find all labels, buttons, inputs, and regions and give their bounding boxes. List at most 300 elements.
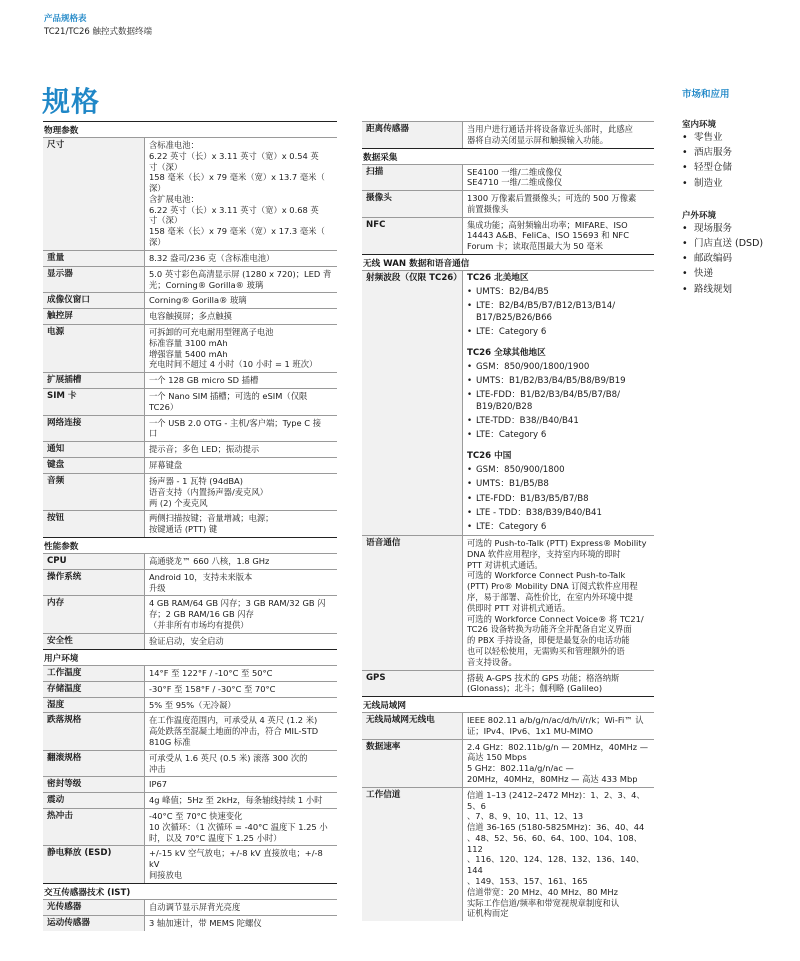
spec-value-line: 充电时间不超过 4 小时（10 小时 = 1 班次） [149, 359, 318, 370]
spec-label: 成像仪窗口 [43, 293, 145, 308]
spec-value [145, 373, 337, 388]
markets-sidebar [682, 86, 794, 297]
bullet-icon: • [682, 237, 688, 249]
sidebar-item-label: 快递 [694, 268, 714, 280]
spec-value-line: 、116、120、124、128、132、136、140、144 [467, 854, 645, 876]
spec-value [463, 788, 654, 921]
spec-row [362, 121, 654, 148]
band-list-item [467, 416, 651, 427]
spec-label: 按钮 [43, 511, 145, 537]
spec-row [43, 915, 337, 931]
band-list-text [476, 287, 549, 298]
spec-value-line: (PTT) Pro® Mobility DNA 订阅式软件应用程 [467, 581, 638, 592]
spec-value-line: +/-15 kV 空气放电；+/-8 kV 直接放电；+/-8 kV [149, 848, 323, 870]
spec-row [362, 535, 654, 669]
page-title: 规格 [42, 85, 101, 118]
spec-label: 震动 [43, 793, 145, 808]
spec-label: 重量 [43, 251, 145, 266]
spec-label: 存储温度 [43, 682, 145, 697]
sidebar-item-label: 现场服务 [694, 222, 733, 234]
spec-value-line: 含扩展电池： [149, 193, 199, 204]
band-region-title: TC26 全球其他地区 [467, 347, 546, 358]
section-heading: 性能参数 [43, 537, 337, 553]
spec-value [145, 793, 337, 808]
band-list-text [476, 376, 626, 387]
spec-value-line: 158 毫米（长）x 79 毫米（宽）x 17.3 毫米（ [149, 226, 325, 237]
band-list-item [467, 508, 651, 519]
spec-label: 无线局域网无线电 [362, 713, 463, 739]
band-list-text [476, 465, 565, 476]
band-list-line: LTE：Category 6 [476, 429, 547, 440]
spec-value [145, 682, 337, 697]
band-list-line: LTE-TDD：B38//B40/B41 [476, 415, 579, 426]
spec-value-line: 20MHz，40MHz，80MHz — 高达 433 Mbp [467, 773, 638, 784]
spec-row [43, 569, 337, 596]
spec-row [43, 250, 337, 266]
spec-value [145, 442, 337, 457]
band-list-line: LTE - TDD：B38/B39/B40/B41 [476, 507, 602, 518]
spec-value-line: 8.32 盎司/236 克（含标准电池） [149, 252, 275, 263]
spec-value-line: 14443 A&B、FeliCa、ISO 15693 和 NFC [467, 230, 629, 241]
spec-label: 静电释放 (ESD) [43, 846, 145, 882]
spec-row [43, 750, 337, 777]
spec-value-line: 标准容量 3100 mAh [149, 337, 228, 348]
spec-value-line: 深） [149, 183, 166, 194]
spec-label: 操作系统 [43, 570, 145, 596]
spec-value-line: 5% 至 95%（无冷凝） [149, 699, 236, 710]
bullet-icon: • [682, 132, 688, 143]
header-category: 产品规格表 [44, 14, 87, 24]
sidebar-item-label: 邮政编码 [694, 253, 733, 265]
spec-row [43, 665, 337, 681]
spec-row [43, 776, 337, 792]
sidebar-item [682, 251, 794, 266]
spec-value-line: 两侧扫描按键；音量增减；电源； [149, 513, 274, 524]
spec-value-line: 1300 万像素后置摄像头；可选的 500 万像素 [467, 193, 637, 204]
spec-value [145, 325, 337, 372]
band-list-line: LTE：Category 6 [476, 521, 547, 532]
spec-row [362, 270, 654, 535]
spec-value [463, 218, 654, 254]
sidebar-item-label: 制造业 [694, 177, 723, 189]
spec-value-line: Android 10，支持未来版本 [149, 571, 253, 582]
spec-value-line: 2.4 GHz：802.11b/g/n — 20MHz，40MHz — [467, 741, 648, 752]
spec-value-line: 实际工作信道/频率和带宽视规章制度和认 [467, 897, 620, 908]
bullet-icon: • [467, 429, 473, 440]
spec-value-line: 集成功能；高射频输出功率；MIFARE、ISO [467, 219, 628, 230]
spec-value [463, 671, 654, 697]
bullet-icon: • [467, 493, 473, 504]
spec-label: 密封等级 [43, 777, 145, 792]
sidebar-item [682, 266, 794, 281]
spec-row [43, 292, 337, 308]
spec-row [43, 681, 337, 697]
spec-value-line: 、149、153、157、161、165 [467, 876, 588, 886]
spec-value-line: TC26 设备转换为功能齐全并配备自定义界面 [467, 624, 632, 635]
sidebar-heading: 市场和应用 [682, 89, 730, 100]
spec-value [463, 713, 654, 739]
spec-label: 内存 [43, 596, 145, 632]
spec-value-line: 高处跌落至混凝土地面的冲击，符合 MIL-STD [149, 726, 319, 737]
spec-label: 音频 [43, 474, 145, 510]
band-region-title: TC26 北美地区 [467, 273, 529, 284]
spec-value [463, 122, 654, 148]
spec-value [145, 293, 337, 308]
spec-value [145, 751, 337, 777]
spec-value [145, 900, 337, 915]
spec-label: 安全性 [43, 634, 145, 649]
bullet-icon: • [467, 465, 473, 476]
bullet-icon: • [682, 177, 688, 189]
spec-row [43, 415, 337, 442]
spec-value-line: 5.0 英寸彩色高清显示屏 (1280 x 720)；LED 背 [149, 268, 332, 279]
band-list-item [467, 390, 651, 412]
spec-value-line: 按键通话 (PTT) 键 [149, 524, 218, 535]
spec-value [145, 698, 337, 713]
spec-value-line: 高通骁龙™ 660 八核，1.8 GHz [149, 555, 270, 566]
band-list-text [476, 508, 602, 519]
spec-label: 翻滚规格 [43, 751, 145, 777]
spec-row [43, 595, 337, 632]
bullet-icon: • [467, 415, 473, 426]
bullet-icon: • [467, 362, 473, 373]
spec-value-line: 4g 峰值；5Hz 至 2kHz，每条轴线持续 1 小时 [149, 795, 323, 806]
spec-row [362, 164, 654, 191]
spec-row [43, 899, 337, 915]
spec-value-line: 可拆卸的可充电耐用型锂离子电池 [149, 327, 274, 338]
band-list-line: LTE：Category 6 [476, 326, 547, 337]
spec-value [145, 596, 337, 632]
spec-row [43, 845, 337, 882]
band-list-line: GSM：850/900/1800/1900 [476, 362, 590, 373]
spec-value-line: SE4100 一维/二维成像仪 [467, 166, 563, 177]
sidebar-item [682, 176, 794, 191]
spec-row [43, 457, 337, 473]
spec-value-line: 信道 36-165 (5180-5825MHz)：36、40、44 [467, 822, 645, 833]
sidebar-item [682, 221, 794, 236]
band-list-item [467, 376, 651, 387]
sidebar-item [682, 160, 794, 175]
spec-value-line: 扬声器 - 1 瓦特 (94dBA) [149, 476, 243, 487]
section-heading: 用户环境 [43, 649, 337, 665]
spec-label: 湿度 [43, 698, 145, 713]
spec-value [145, 570, 337, 596]
spec-value-line: 可选的 Push-to-Talk (PTT) Express® Mobility [467, 538, 647, 549]
spec-value-line: 寸（深） [149, 215, 183, 226]
spec-value [145, 846, 337, 882]
sidebar-groups [682, 118, 794, 297]
spec-row [43, 808, 337, 845]
band-list-text [476, 362, 589, 373]
spec-value-line: 也可以轻松使用，无需购买和管理额外的语 [467, 645, 625, 656]
bullet-icon: • [467, 301, 473, 312]
spec-value-line: (Glonass)；北斗；伽利略 (Galileo) [467, 683, 603, 694]
spec-row [43, 441, 337, 457]
spec-label: 热冲击 [43, 809, 145, 845]
band-list-item [467, 494, 651, 505]
spec-value [463, 271, 654, 535]
band-list-text [476, 327, 546, 338]
spec-value [145, 666, 337, 681]
spec-value-line: 可承受从 1.6 英尺 (0.5 米) 滚落 300 次的 [149, 752, 308, 763]
spec-row [362, 787, 654, 921]
spec-value-line: 证；IPv4、IPv6、1x1 MU-MIMO [467, 725, 594, 736]
spec-value-line: 信道带宽：20 MHz、40 MHz、80 MHz [467, 886, 618, 897]
spec-value-line: SE4710 一维/二维成像仪 [467, 177, 563, 188]
spec-value-line: 810G 标准 [149, 736, 191, 747]
band-list-line: LTE-FDD：B1/B2/B3/B4/B5/B7/B8/ [476, 390, 620, 401]
spec-value-line: 4 GB RAM/64 GB 闪存；3 GB RAM/32 GB 闪 [149, 598, 326, 609]
spec-label: 射频波段（仅限 TC26） [362, 271, 463, 535]
spec-value-line: 两 (2) 个麦克风 [149, 497, 208, 508]
spec-value-line: 14°F 至 122°F / -10°C 至 50°C [149, 667, 273, 678]
spec-row [362, 670, 654, 697]
section-heading: 无线 WAN 数据和语音通信 [362, 254, 654, 270]
spec-row [43, 510, 337, 537]
spec-row [362, 190, 654, 217]
spec-value [145, 634, 337, 649]
section-heading: 交互传感器技术 (IST) [43, 883, 337, 899]
spec-value-line: 音支持设备。 [467, 656, 517, 667]
spec-value-line: 自动调节显示屏背光亮度 [149, 901, 241, 912]
spec-value [145, 916, 337, 931]
spec-label: 显示器 [43, 267, 145, 293]
spec-value-line: 深） [149, 237, 166, 248]
spec-label: CPU [43, 554, 145, 569]
band-list-item [467, 465, 651, 476]
spec-value-line: 一个 128 GB micro SD 插槽 [149, 375, 259, 386]
band-list-line: UMTS：B1/B5/B8 [476, 479, 549, 490]
band-list-line: GSM：850/900/1800 [476, 465, 565, 476]
spec-label: GPS [362, 671, 463, 697]
spec-value [145, 138, 337, 250]
spec-row [43, 712, 337, 749]
band-list-line: LTE-FDD：B1/B3/B5/B7/B8 [476, 493, 589, 504]
spec-value-line: IP67 [149, 779, 168, 790]
spec-value-line: 器将自动关闭显示屏和触摸输入功能。 [467, 134, 609, 145]
spec-label: 扩展插槽 [43, 373, 145, 388]
spec-label: 通知 [43, 442, 145, 457]
spec-value-line: 信道 1–13 (2412–2472 MHz)：1、2、3、4、5、6 [467, 789, 645, 811]
spec-row [43, 473, 337, 510]
spec-value-line: 6.22 英寸（长）x 3.11 英寸（宽）x 0.54 英 [149, 150, 319, 161]
spec-value-line: Corning® Gorilla® 玻璃 [149, 295, 247, 306]
band-list-text [476, 430, 546, 441]
spec-value-line: 、7、8、9、10、11、12、13 [467, 811, 584, 822]
spec-value-line: 5 GHz：802.11a/g/n/ac — [467, 763, 574, 774]
bullet-icon: • [467, 326, 473, 337]
spec-value [145, 267, 337, 293]
band-list-line: B17/B25/B26/B66 [476, 312, 553, 323]
band-list-line: UMTS：B2/B4/B5 [476, 287, 549, 298]
spec-value-line: 可选的 Workforce Connect Push-to-Talk [467, 570, 626, 581]
band-region-title: TC26 中国 [467, 451, 512, 462]
spec-value-line: 、48、52、56、60、64、100、104、108、112 [467, 832, 642, 854]
band-list-text [476, 522, 546, 533]
spec-value-line: 屏幕键盘 [149, 460, 183, 471]
spec-value-line: -30°F 至 158°F / -30°C 至 70°C [149, 683, 276, 694]
spec-value [145, 809, 337, 845]
sidebar-item [682, 145, 794, 160]
spec-value-line: 光；Corning® Gorilla® 玻璃 [149, 279, 264, 290]
band-list-text [476, 416, 579, 427]
spec-value [145, 511, 337, 537]
spec-value [463, 536, 654, 669]
spec-label: 光传感器 [43, 900, 145, 915]
spec-row [43, 553, 337, 569]
spec-label: 扫描 [362, 165, 463, 191]
spec-value-line: 含标准电池： [149, 140, 199, 150]
spec-value-line: 高达 150 Mbps [467, 752, 527, 763]
band-list-line: B19/B20/B28 [476, 401, 533, 412]
bullet-icon: • [682, 283, 688, 295]
spec-column-left [43, 121, 337, 931]
spec-value-line: TC26） [149, 401, 179, 412]
spec-value-line: 存；2 GB RAM/16 GB 闪存 [149, 609, 254, 620]
spec-label: 键盘 [43, 458, 145, 473]
spec-label: 尺寸 [43, 138, 145, 250]
spec-label: 工作信道 [362, 788, 463, 921]
bullet-icon: • [467, 507, 473, 518]
spec-row [43, 388, 337, 415]
spec-value [145, 458, 337, 473]
spec-row [43, 697, 337, 713]
spec-value-line: IEEE 802.11 a/b/g/n/ac/d/h/i/r/k；Wi-Fi™ 认 [467, 715, 644, 726]
spec-value-line: DNA 软件应用程序，支持室内环境的即时 [467, 548, 621, 559]
spec-value-line: 6.22 英寸（长）x 3.11 英寸（宽）x 0.68 英 [149, 204, 319, 215]
bullet-icon: • [467, 287, 473, 298]
spec-value-line: （并非所有市场均有提供） [149, 620, 249, 630]
spec-value-line: Forum 卡；读取范围最大为 50 毫米 [467, 241, 604, 252]
spec-value [145, 474, 337, 510]
band-list-item [467, 362, 651, 373]
spec-row [43, 372, 337, 388]
section-heading: 数据采集 [362, 148, 654, 164]
spec-row [43, 792, 337, 808]
spec-label: 跌落规格 [43, 713, 145, 749]
bullet-icon: • [682, 147, 688, 159]
band-list-item [467, 301, 651, 323]
spec-label: 语音通信 [362, 536, 463, 669]
spec-label: 数据速率 [362, 740, 463, 787]
spec-value [463, 740, 654, 787]
spec-value-line: 供即时 PTT 对讲机式通话。 [467, 602, 571, 613]
bullet-icon: • [682, 253, 688, 265]
spec-value-line: 在工作温度范围内，可承受从 4 英尺 (1.2 米) [149, 715, 318, 726]
bullet-icon: • [467, 521, 473, 532]
sidebar-group-title: 户外环境 [682, 210, 717, 221]
spec-value [145, 416, 337, 442]
spec-value-line: 升级 [149, 582, 166, 593]
bullet-icon: • [682, 268, 688, 280]
spec-value [145, 777, 337, 792]
bullet-icon: • [682, 222, 688, 234]
sidebar-item-label: 酒店服务 [694, 147, 733, 159]
spec-row [362, 712, 654, 739]
spec-value-line: 时，以及 70°C 温度下 1.25 小时） [149, 832, 282, 843]
spec-value [145, 309, 337, 324]
bullet-icon: • [467, 376, 473, 387]
spec-value-line: 10 次循环：（1 次循环 = -40°C 温度下 1.25 小 [149, 821, 328, 832]
sidebar-item-label: 轻型仓储 [694, 162, 733, 174]
spec-value [145, 389, 337, 415]
spec-label: 触控屏 [43, 309, 145, 324]
spec-value-line: 提示音；多色 LED；振动提示 [149, 444, 260, 455]
spec-value-line: 一个 Nano SIM 插槽；可选的 eSIM（仅限 [149, 391, 308, 402]
band-list-line: LTE：B2/B4/B5/B7/B12/B13/B14/ [476, 301, 616, 312]
band-list-item [467, 287, 651, 298]
sidebar-group-title: 室内环境 [682, 120, 717, 130]
spec-value-line: 增强容量 5400 mAh [149, 348, 228, 359]
spec-label: 距离传感器 [362, 122, 463, 148]
spec-value [463, 165, 654, 191]
spec-label: 工作温度 [43, 666, 145, 681]
spec-value-line: 验证启动，安全启动 [149, 635, 224, 646]
bullet-icon: • [467, 479, 473, 490]
spec-value-line: 前置摄像头 [467, 203, 509, 214]
band-list-text [476, 479, 549, 490]
spec-label: 网络连接 [43, 416, 145, 442]
spec-value-line: 可选的 Workforce Connect Voice® 将 TC21/ [467, 613, 644, 624]
spec-column-right [362, 121, 654, 921]
spec-row [43, 308, 337, 324]
spec-value [463, 191, 654, 217]
sidebar-item [682, 130, 794, 145]
spec-label: SIM 卡 [43, 389, 145, 415]
spec-row [43, 633, 337, 649]
bullet-icon: • [682, 162, 688, 174]
band-list-text [476, 494, 589, 505]
spec-value-line: 电容触摸屏；多点触摸 [149, 311, 232, 322]
spec-label: 电源 [43, 325, 145, 372]
spec-value-line: 冲击 [149, 763, 166, 774]
spec-label: NFC [362, 218, 463, 254]
band-list-item [467, 522, 651, 533]
spec-value-line: -40°C 至 70°C 快速变化 [149, 811, 243, 822]
spec-value-line: 当用户进行通话并将设备靠近头部时，此感应 [467, 124, 633, 134]
section-heading: 物理参数 [43, 121, 337, 137]
spec-row [362, 739, 654, 787]
sidebar-item [682, 236, 794, 251]
band-list-item [467, 430, 651, 441]
spec-value-line: 序，易于部署、高性价比，在室内外环境中提 [467, 592, 633, 603]
spec-value-line: 寸（深） [149, 161, 183, 172]
spec-row [43, 266, 337, 293]
sidebar-item-label: 路线规划 [694, 283, 733, 295]
spec-value-line: 语音支持（内置扬声器/麦克风） [149, 486, 268, 497]
sidebar-item-label: 门店直送 (DSD) [694, 237, 764, 249]
band-list-text [476, 301, 615, 323]
spec-label: 摄像头 [362, 191, 463, 217]
spec-value-line: 的 PBX 手持设备，即便是最复杂的电话功能 [467, 635, 630, 646]
spec-row [43, 324, 337, 372]
spec-value [145, 251, 337, 266]
band-list-line: UMTS：B1/B2/B3/B4/B5/B8/B9/B19 [476, 376, 626, 387]
spec-row [362, 217, 654, 254]
section-heading: 无线局域网 [362, 696, 654, 712]
bullet-icon: • [467, 390, 473, 401]
spec-value-line: 口 [149, 428, 158, 439]
spec-value-line: 158 毫米（长）x 79 毫米（宽）x 13.7 毫米（ [149, 172, 325, 183]
spec-value-line: 3 轴加速计，带 MEMS 陀螺仪 [149, 917, 262, 928]
spec-value [145, 713, 337, 749]
spec-value-line: 搭载 A-GPS 技术的 GPS 功能；格洛纳斯 [467, 672, 620, 683]
header-product: TC21/TC26 触控式数据终端 [44, 27, 152, 37]
spec-value-line: PTT 对讲机式通话。 [467, 559, 543, 570]
sidebar-item [682, 282, 794, 297]
band-list-text [476, 390, 620, 412]
band-list-item [467, 327, 651, 338]
